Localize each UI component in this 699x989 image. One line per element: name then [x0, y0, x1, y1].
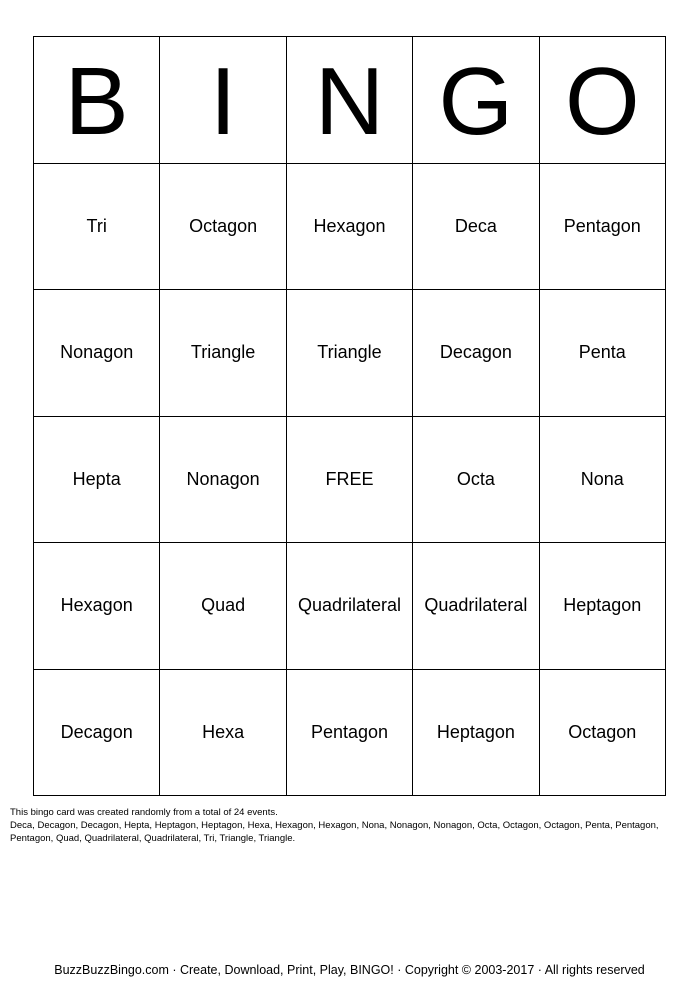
free-space-cell: FREE — [287, 417, 413, 544]
bingo-cell: Penta — [540, 290, 666, 417]
header-letter-o: O — [540, 37, 666, 164]
bingo-cell: Pentagon — [540, 164, 666, 291]
bingo-cell: Quad — [160, 543, 286, 670]
bingo-cell: Heptagon — [413, 670, 539, 797]
bingo-cell: Nonagon — [160, 417, 286, 544]
header-letter-n: N — [287, 37, 413, 164]
bingo-cell: Nonagon — [34, 290, 160, 417]
bingo-cell: Octagon — [160, 164, 286, 291]
bingo-cell: Octa — [413, 417, 539, 544]
bingo-card — [33, 36, 666, 796]
bingo-cell: Hexa — [160, 670, 286, 797]
bingo-cell: Triangle — [160, 290, 286, 417]
bingo-cell: Heptagon — [540, 543, 666, 670]
bingo-cell: Nona — [540, 417, 666, 544]
bingo-cell: Hexagon — [34, 543, 160, 670]
bingo-cell: Hexagon — [287, 164, 413, 291]
notes-event-list: Deca, Decagon, Decagon, Hepta, Heptagon, Heptagon, Hexa, Hexagon, Hexagon, Nona, Nonagon, Nonagon, Octa, Octagon, Octagon, Penta, Pentagon, Pentagon, Quad, Quadrilateral, Quadrilateral, Tri, Triangle, Triangle. — [10, 820, 659, 844]
header-letter-b: B — [34, 37, 160, 164]
card-notes — [10, 806, 690, 845]
bingo-cell: Decagon — [34, 670, 160, 797]
bingo-cell: Quadrilateral — [413, 543, 539, 670]
bingo-cell: Pentagon — [287, 670, 413, 797]
bingo-cell: Tri — [34, 164, 160, 291]
bingo-cell: Octagon — [540, 670, 666, 797]
bingo-cell: Hepta — [34, 417, 160, 544]
page-footer: BuzzBuzzBingo.com · Create, Download, Print, Play, BINGO! · Copyright © 2003-2017 · All rights reserved — [54, 963, 645, 977]
notes-summary: This bingo card was created randomly from a total of 24 events. — [10, 807, 278, 818]
header-letter-g: G — [413, 37, 539, 164]
bingo-cell: Triangle — [287, 290, 413, 417]
bingo-cell: Deca — [413, 164, 539, 291]
bingo-cell: Decagon — [413, 290, 539, 417]
bingo-cell: Quadrilateral — [287, 543, 413, 670]
header-letter-i: I — [160, 37, 286, 164]
